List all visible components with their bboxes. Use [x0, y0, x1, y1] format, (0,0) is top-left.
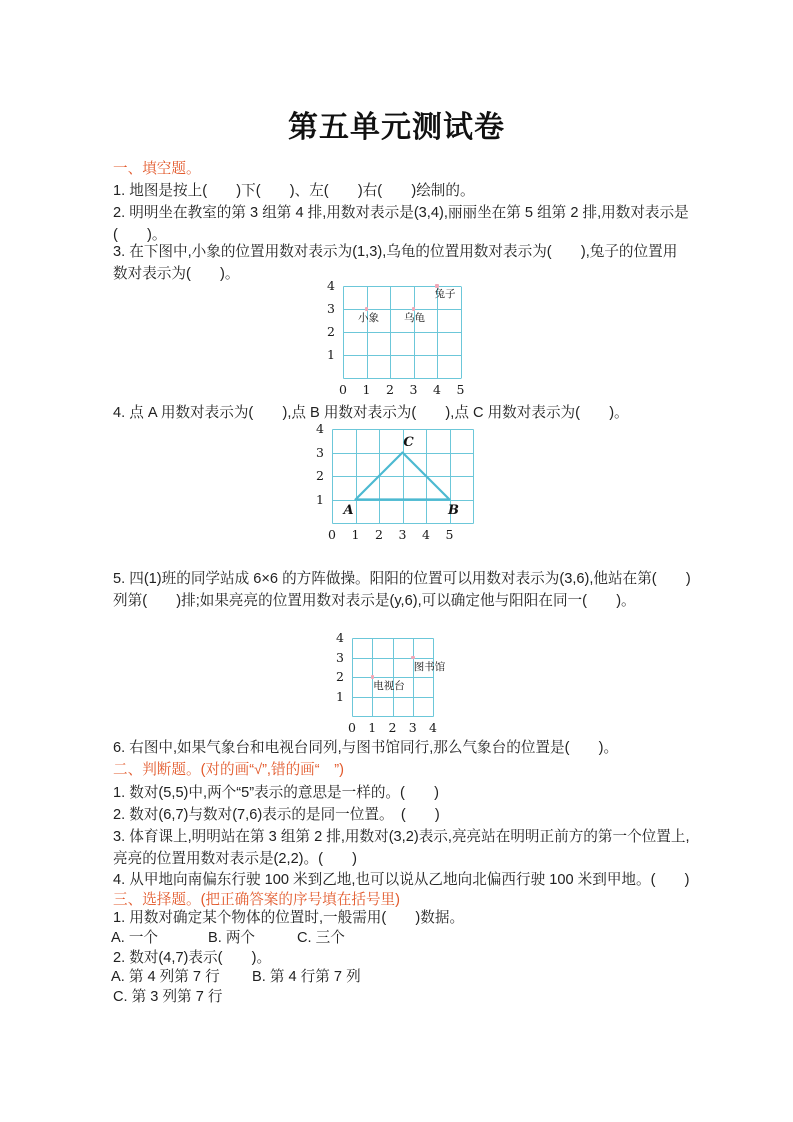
- judge-section-header: 二、判断题。(对的画“√”,错的画“ ”): [113, 762, 344, 778]
- places-grid: [352, 638, 434, 717]
- choice-q1-option-c: C. 三个: [297, 930, 345, 946]
- choice-q1-option-a: A. 一个: [111, 930, 159, 946]
- fill-in-q3-line2: 数对表示为( )。: [113, 266, 240, 282]
- 图书馆-dot: [411, 656, 415, 660]
- y-tick-label: 4: [327, 278, 335, 293]
- fill-in-q2-line2: ( )。: [113, 227, 167, 243]
- y-tick-label: 3: [336, 649, 344, 665]
- fill-in-q5-line1: 5. 四(1)班的同学站成 6×6 的方阵做操。阳阳的位置可以用数对表示为(3,6),他站在第( ): [113, 571, 691, 587]
- fill-in-q2-line1: 2. 明明坐在教室的第 3 组第 4 排,用数对表示是(3,4),丽丽坐在第 5 组第 2 排,用数对表示是: [113, 205, 689, 221]
- x-tick-label: 3: [398, 527, 407, 542]
- x-tick-label: 4: [422, 527, 430, 542]
- 电视台-label: 电视台: [373, 680, 405, 692]
- x-tick-label: 2: [386, 382, 394, 397]
- 电视台-dot: [371, 675, 375, 679]
- vertex-label-A: A: [343, 502, 354, 518]
- x-tick-label: 0: [348, 720, 356, 735]
- 小象-label: 小象: [358, 312, 379, 324]
- vertex-label-B: B: [448, 502, 459, 518]
- x-tick-label: 5: [456, 382, 465, 397]
- x-tick-label: 1: [368, 720, 377, 735]
- choice-section-header: 三、选择题。(把正确答案的序号填在括号里): [113, 892, 401, 908]
- y-tick-label: 1: [327, 347, 335, 362]
- x-tick-label: 5: [445, 527, 454, 542]
- y-tick-label: 4: [336, 630, 344, 645]
- x-tick-label: 2: [375, 527, 383, 542]
- choice-q1-option-b: B. 两个: [208, 930, 256, 946]
- choice-q2-option-c: C. 第 3 列第 7 行: [113, 989, 223, 1005]
- x-tick-label: 3: [409, 382, 418, 397]
- 图书馆-label: 图书馆: [413, 660, 446, 673]
- 小象-dot: [365, 307, 369, 311]
- choice-q1: 1. 用数对确定某个物体的位置时,一般需用( )数据。: [113, 910, 465, 926]
- 乌龟-dot: [412, 307, 416, 311]
- y-tick-label: 2: [316, 468, 324, 483]
- x-tick-label: 1: [351, 527, 360, 542]
- choice-q2-option-a: A. 第 4 列第 7 行: [111, 969, 220, 985]
- x-tick-label: 0: [328, 527, 336, 542]
- judge-q3-line1: 3. 体育课上,明明站在第 3 组第 2 排,用数对(3,2)表示,亮亮站在明明正前方的第一个位置上,: [113, 829, 690, 845]
- fill-in-q1: 1. 地图是按上( )下( )、左( )右( )绘制的。: [113, 183, 475, 199]
- judge-q4: 4. 从甲地向南偏东行驶 100 米到乙地,也可以说从乙地向北偏西行驶 100 米到甲地。( ): [113, 872, 690, 888]
- page-title: 第五单元测试卷: [288, 111, 505, 144]
- x-tick-label: 4: [433, 382, 441, 397]
- x-tick-label: 0: [339, 382, 347, 397]
- fill-in-q4: 4. 点 A 用数对表示为( ),点 B 用数对表示为( ),点 C 用数对表示为( )。: [113, 405, 629, 421]
- fill-in-section-header: 一、填空题。: [113, 161, 201, 177]
- judge-q3-line2: 亮亮的位置用数对表示是(2,2)。( ): [113, 851, 358, 867]
- y-tick-label: 1: [336, 688, 344, 704]
- y-tick-label: 3: [316, 444, 324, 460]
- vertex-label-C: C: [403, 434, 414, 450]
- y-tick-label: 4: [316, 421, 324, 436]
- y-tick-label: 2: [336, 669, 344, 684]
- 兔子-label: 兔子: [434, 288, 456, 300]
- choice-q2: 2. 数对(4,7)表示( )。: [113, 950, 272, 966]
- x-tick-label: 1: [362, 382, 371, 397]
- y-tick-label: 1: [316, 491, 324, 507]
- judge-q1: 1. 数对(5,5)中,两个“5”表示的意思是一样的。( ): [113, 785, 439, 801]
- choice-q2-option-b: B. 第 4 行第 7 列: [252, 969, 361, 985]
- x-tick-label: 2: [388, 720, 397, 735]
- x-tick-label: 3: [408, 720, 417, 735]
- y-tick-label: 2: [327, 324, 335, 339]
- x-tick-label: 4: [429, 720, 437, 735]
- judge-q2: 2. 数对(6,7)与数对(7,6)表示的是同一位置。 ( ): [113, 807, 440, 823]
- fill-in-q6: 6. 右图中,如果气象台和电视台同列,与图书馆同行,那么气象台的位置是( )。: [113, 740, 619, 756]
- 乌龟-label: 乌龟: [404, 312, 425, 324]
- fill-in-q3-line1: 3. 在下图中,小象的位置用数对表示为(1,3),乌龟的位置用数对表示为( ),兔子的位置用: [113, 244, 678, 260]
- y-tick-label: 3: [327, 301, 335, 316]
- fill-in-q5-line2: 列第( )排;如果亮亮的位置用数对表示是(y,6),可以确定他与阳阳在同一( )。: [113, 593, 636, 609]
